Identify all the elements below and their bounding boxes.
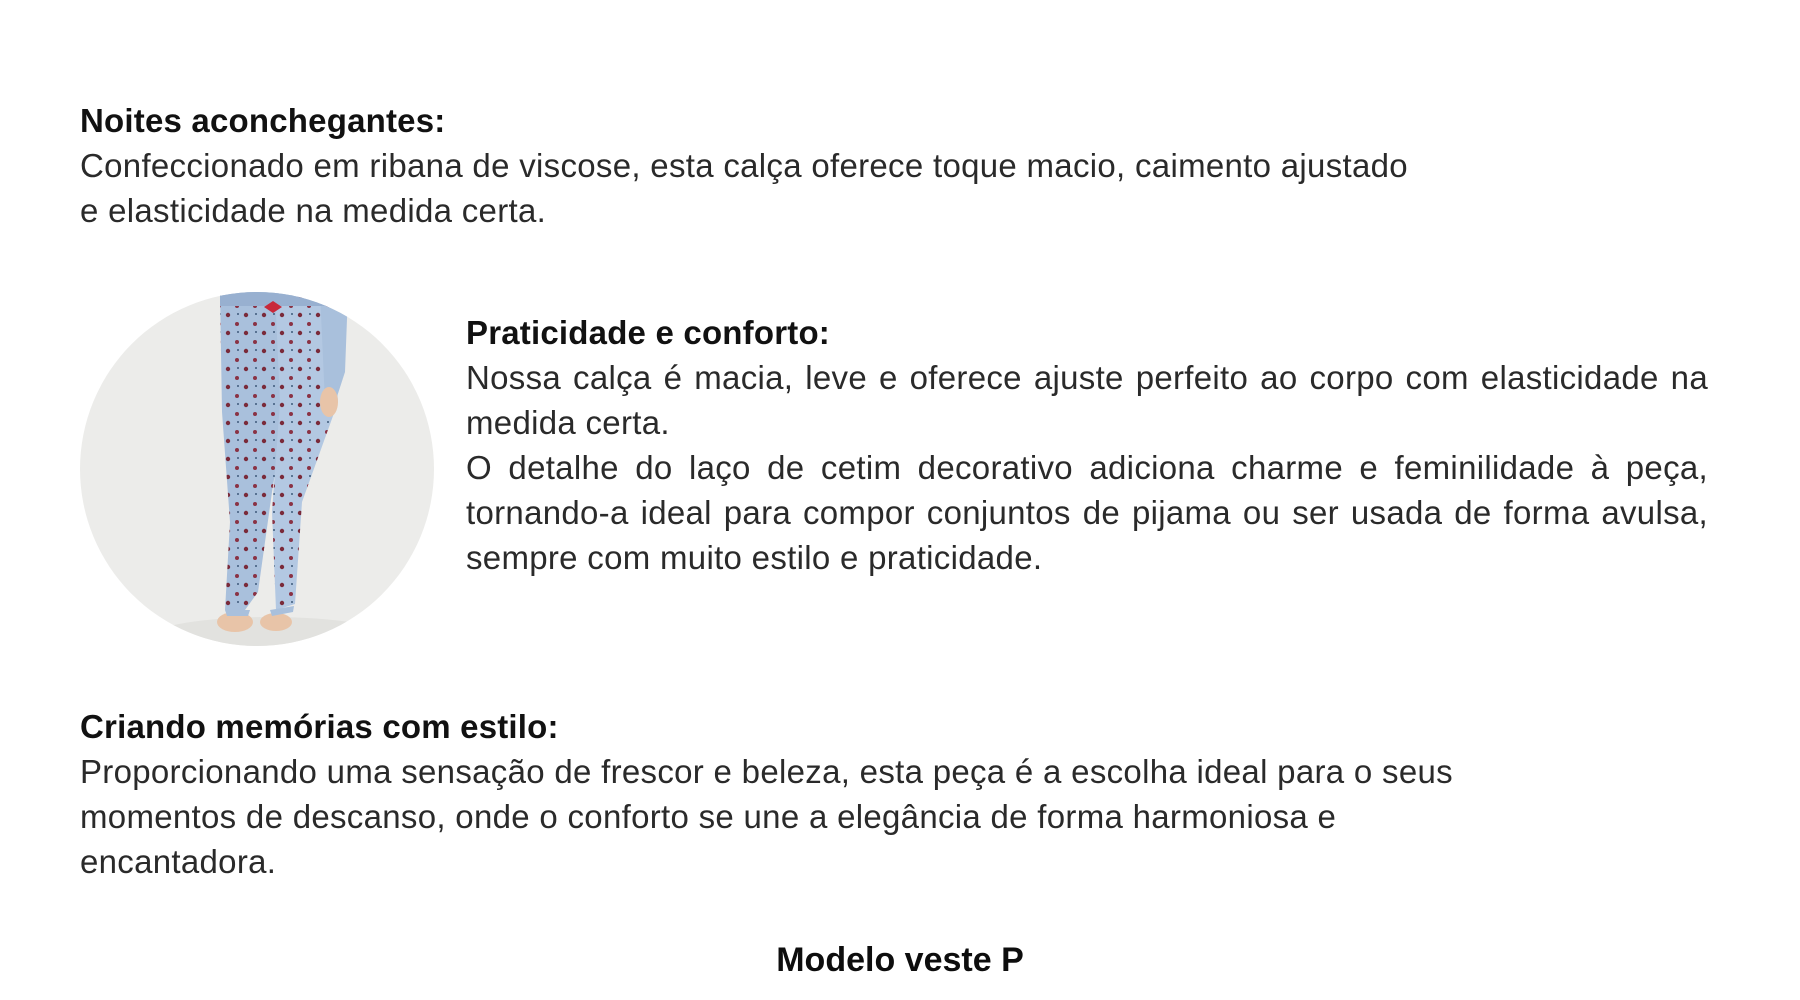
text-line: e elasticidade na medida certa. [80,192,547,229]
section-title: Noites aconchegantes: [80,102,446,139]
text-line: Confeccionado em ribana de viscose, esta calça oferece toque macio, caimento ajustado [80,147,1408,184]
text-line: momentos de descanso, onde o conforto se une a elegância de forma harmoniosa e [80,798,1337,835]
section-noites-aconchegantes [80,98,1640,233]
product-photo-pajama-pants [80,292,434,646]
section-text [80,749,1680,884]
section-text: Nossa calça é macia, leve e oferece ajuste perfeito ao corpo com elasticidade na medida certa. [466,359,1708,441]
text-line: encantadora. [80,843,277,880]
section-text: O detalhe do laço de cetim decorativo adiciona charme e feminilidade à peça, tornando-a ideal para compor conjuntos de pijama ou ser usada de forma avulsa, sempre com muito estilo e praticidade. [466,449,1708,576]
section-praticidade-conforto [466,310,1708,580]
section-criando-memorias [80,704,1680,884]
section-text [80,143,1640,233]
model-size-note: Modelo veste P [776,941,1024,979]
section-title: Praticidade e conforto: [466,314,830,351]
section-title: Criando memórias com estilo: [80,708,559,745]
text-line: Proporcionando uma sensação de frescor e beleza, esta peça é a escolha ideal para o seus [80,753,1453,790]
